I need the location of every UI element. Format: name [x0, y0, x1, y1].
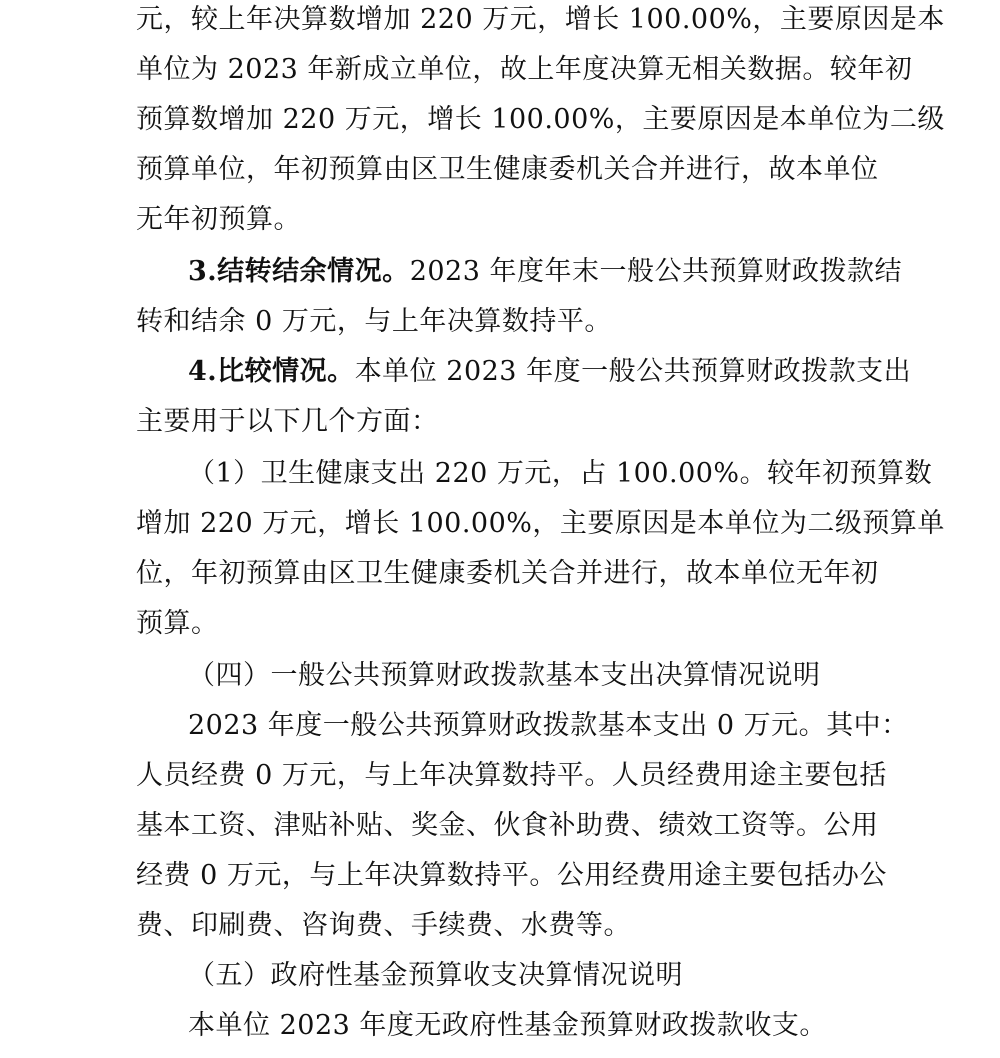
section-4-heading: 4.比较情况。 — [188, 356, 355, 387]
paragraph-line-3: 预算数增加 220 万元，增长 100.00%，主要原因是本单位为二级 — [136, 104, 945, 135]
section-4-text: 本单位 2023 年度一般公共预算财政拨款支出 — [354, 356, 912, 387]
section-3-heading: 3.结转结余情况。 — [188, 256, 410, 287]
heading-section-five: （五）政府性基金预算收支决算情况说明 — [188, 960, 683, 991]
section-4-line-1 — [188, 354, 912, 404]
item-1-line-3: 位，年初预算由区卫生健康委机关合并进行，故本单位无年初 — [136, 558, 879, 589]
paragraph-line-4: 预算单位，年初预算由区卫生健康委机关合并进行，故本单位 — [136, 154, 879, 185]
section-four-line-4: 经费 0 万元，与上年决算数持平。公用经费用途主要包括办公 — [136, 860, 887, 891]
item-1-line-1: （1）卫生健康支出 220 万元，占 100.00%。较年初预算数 — [188, 458, 933, 489]
section-five-line-1: 本单位 2023 年度无政府性基金预算财政拨款收支。 — [188, 1010, 827, 1041]
paragraph-line-2: 单位为 2023 年新成立单位，故上年度决算无相关数据。较年初 — [136, 54, 913, 85]
section-four-line-1: 2023 年度一般公共预算财政拨款基本支出 0 万元。其中： — [188, 710, 909, 741]
item-1-line-2: 增加 220 万元，增长 100.00%，主要原因是本单位为二级预算单 — [136, 508, 945, 539]
paragraph-line-1: 元，较上年决算数增加 220 万元，增长 100.00%，主要原因是本 — [136, 4, 945, 35]
paragraph-line-5: 无年初预算。 — [136, 204, 301, 235]
section-four-line-3: 基本工资、津贴补贴、奖金、伙食补助费、绩效工资等。公用 — [136, 810, 879, 841]
section-3-line-1 — [188, 254, 902, 304]
section-4-line-2: 主要用于以下几个方面： — [136, 406, 439, 437]
section-four-line-5: 费、印刷费、咨询费、手续费、水费等。 — [136, 910, 631, 941]
heading-section-four: （四）一般公共预算财政拨款基本支出决算情况说明 — [188, 660, 821, 691]
section-3-text: 2023 年度年末一般公共预算财政拨款结 — [409, 256, 902, 287]
section-four-line-2: 人员经费 0 万元，与上年决算数持平。人员经费用途主要包括 — [136, 760, 887, 791]
section-3-line-2: 转和结余 0 万元，与上年决算数持平。 — [136, 306, 612, 337]
item-1-line-4: 预算。 — [136, 608, 219, 639]
